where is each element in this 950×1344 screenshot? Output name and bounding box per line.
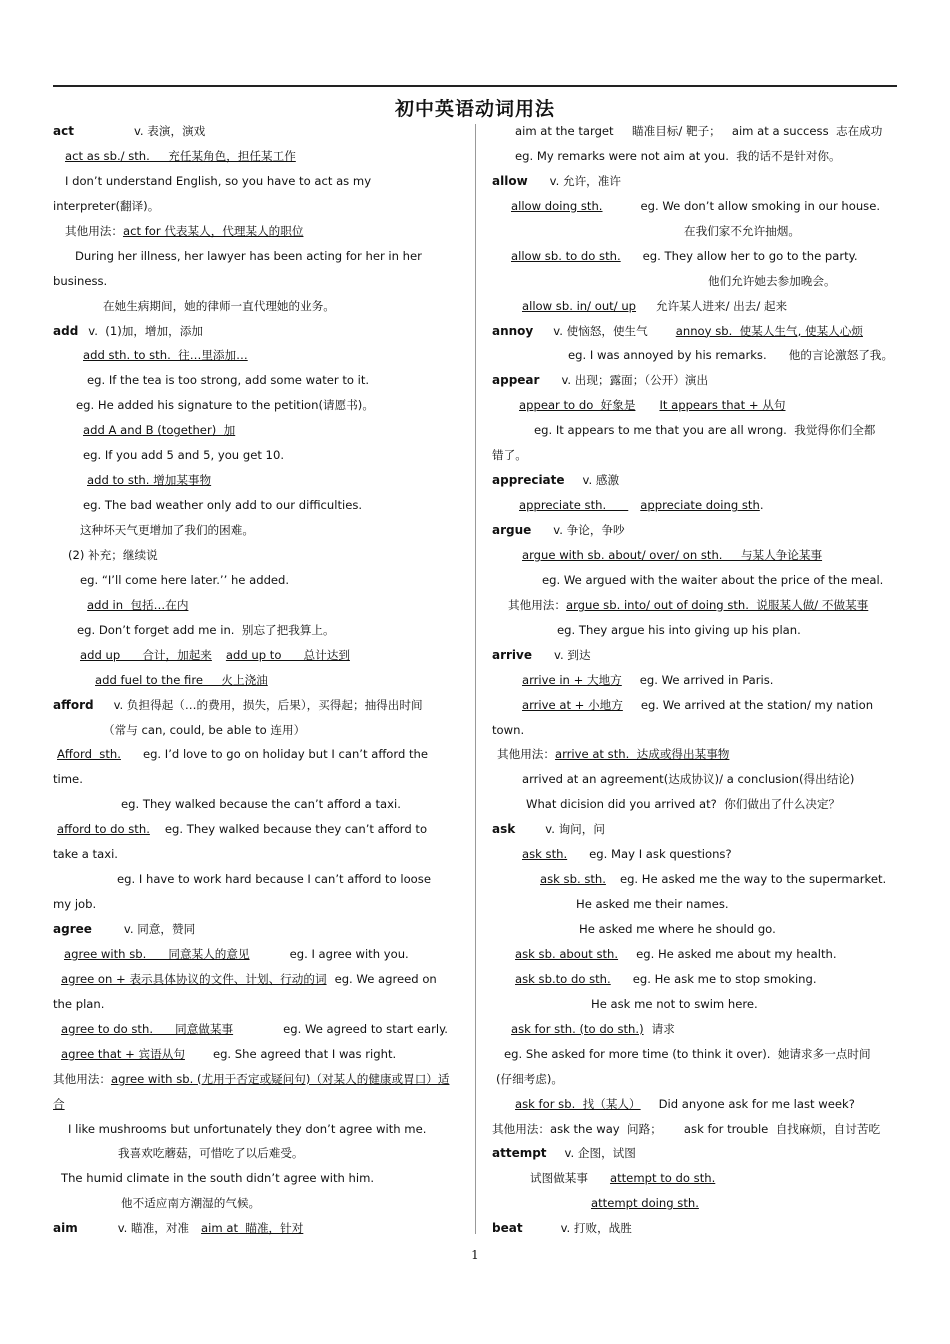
usage-pattern: appear to do 好象是 bbox=[519, 398, 636, 413]
text-run: eg. He asked me about my health. bbox=[636, 946, 837, 961]
usage-pattern: It appears that + 从句 bbox=[659, 398, 786, 413]
usage-pattern: add fuel to the fire 火上浇油 bbox=[95, 672, 268, 687]
usage-pattern: arrive at sth. 达成或得出某事物 bbox=[554, 747, 730, 762]
text-run: eg. The bad weather only add to our difficulties. bbox=[83, 498, 363, 513]
text-run: 其他用法： bbox=[497, 747, 555, 762]
text-run: eg. It appears to me that you are all wrong. 我觉得你们全都 bbox=[534, 423, 876, 438]
text-run: eg. We arrived in Paris. bbox=[639, 672, 774, 687]
column-divider bbox=[475, 124, 476, 1234]
right-line bbox=[492, 368, 904, 393]
text-run: eg. They walked because they can’t afford to bbox=[164, 822, 428, 837]
right-line bbox=[492, 693, 904, 718]
text-run: Did anyone ask for me last week? bbox=[658, 1096, 855, 1111]
text-run: v. 出现；露面；（公开）演出 bbox=[561, 373, 709, 388]
headword: appear bbox=[492, 373, 540, 388]
usage-pattern: aim at 瞄准，针对 bbox=[201, 1221, 304, 1236]
usage-pattern: appreciate doing sth bbox=[640, 498, 760, 513]
left-line bbox=[53, 194, 465, 219]
right-line bbox=[492, 1166, 904, 1191]
text-run: eg. He added his signature to the petition(请愿书)。 bbox=[76, 398, 374, 413]
text-run: v. 到达 bbox=[554, 647, 591, 662]
text-run: 允许某人进来/ 出去/ 起来 bbox=[656, 298, 788, 313]
text-run: He ask me not to swim here. bbox=[591, 996, 758, 1011]
usage-pattern: act for 代表某人，代理某人的职位 bbox=[122, 223, 304, 238]
right-line bbox=[492, 1017, 904, 1042]
left-line bbox=[53, 792, 465, 817]
text-run: 我喜欢吃蘑菇，可惜吃了以后难受。 bbox=[118, 1146, 304, 1161]
headword: argue bbox=[492, 523, 532, 537]
text-run: eg. He asked me the way to the supermarket. bbox=[619, 872, 887, 887]
text-run: v. 表演，演戏 bbox=[133, 124, 206, 138]
right-line bbox=[492, 643, 904, 668]
left-line bbox=[53, 493, 465, 518]
left-line bbox=[53, 443, 465, 468]
text-run: 其他用法：ask the way 问路； ask for trouble 自找麻烦，自讨苦吃 bbox=[492, 1121, 881, 1136]
usage-pattern: Afford sth. bbox=[57, 747, 121, 762]
right-line bbox=[492, 418, 904, 443]
right-line bbox=[492, 792, 904, 817]
text-run: v. 同意，赞同 bbox=[123, 922, 196, 936]
right-line bbox=[492, 319, 904, 344]
left-line bbox=[53, 992, 465, 1017]
text-run: interpreter(翻译)。 bbox=[53, 198, 160, 213]
right-line bbox=[492, 169, 904, 194]
text-run: arrived at an agreement(达成协议)/ a conclusion(得出结论) bbox=[522, 772, 855, 787]
right-line bbox=[492, 1191, 904, 1216]
right-line bbox=[492, 269, 904, 294]
usage-pattern: agree with sb. 同意某人的意见 bbox=[64, 946, 250, 961]
left-line bbox=[53, 393, 465, 418]
text-run: eg. She agreed that I was right. bbox=[212, 1046, 397, 1061]
text-run: eg. I’d love to go on holiday but I can’t afford the bbox=[142, 747, 429, 762]
text-run: eg. I was annoyed by his remarks. 他的言论激怒了我。 bbox=[568, 348, 894, 363]
text-run: v. 使恼怒，使生气 bbox=[553, 323, 648, 338]
right-line bbox=[492, 1042, 904, 1067]
right-line bbox=[492, 618, 904, 643]
text-run: He asked me where he should go. bbox=[579, 922, 776, 936]
usage-pattern: ask sb. about sth. bbox=[515, 946, 619, 961]
text-run: eg. If the tea is too strong, add some water to it. bbox=[87, 373, 370, 388]
left-line bbox=[53, 1117, 465, 1142]
right-line bbox=[492, 867, 904, 892]
right-line bbox=[492, 1067, 904, 1092]
left-line bbox=[53, 1216, 465, 1241]
right-line bbox=[492, 1092, 904, 1117]
usage-pattern: arrive at + 小地方 bbox=[522, 697, 623, 712]
text-run: （常与 can, could, be able to 连用） bbox=[103, 722, 306, 737]
left-line bbox=[53, 244, 465, 269]
text-run: v. 允许，准许 bbox=[549, 173, 621, 188]
text-run: 请求 bbox=[651, 1021, 675, 1036]
right-line bbox=[492, 119, 904, 144]
usage-pattern: annoy sb. 使某人生气, 使某人心烦 bbox=[675, 323, 863, 338]
text-run: 试图做某事 bbox=[530, 1171, 588, 1186]
headword: annoy bbox=[492, 323, 534, 338]
headword: arrive bbox=[492, 647, 533, 662]
left-line bbox=[53, 867, 465, 892]
text-run: eg. “I’ll come here later.’’ he added. bbox=[80, 572, 290, 587]
text-run: During her illness, her lawyer has been acting for her in her bbox=[75, 248, 422, 263]
usage-pattern: appreciate sth. bbox=[519, 498, 629, 513]
left-line bbox=[53, 593, 465, 618]
right-line bbox=[492, 817, 904, 842]
text-run: eg. May I ask questions? bbox=[589, 847, 732, 862]
text-run: eg. We arrived at the station/ my nation bbox=[640, 697, 874, 712]
text-run: eg. He ask me to stop smoking. bbox=[632, 971, 817, 986]
left-line bbox=[53, 119, 465, 144]
left-line bbox=[53, 169, 465, 194]
text-run: eg. If you add 5 and 5, you get 10. bbox=[83, 448, 284, 463]
usage-pattern: ask for sb. 找（某人） bbox=[515, 1096, 641, 1111]
left-line bbox=[53, 418, 465, 443]
headword: beat bbox=[492, 1221, 523, 1236]
right-line bbox=[492, 718, 904, 743]
usage-pattern: attempt to do sth. bbox=[609, 1171, 716, 1186]
right-line bbox=[492, 892, 904, 917]
left-column bbox=[53, 119, 465, 1241]
left-line bbox=[53, 693, 465, 718]
headword: agree bbox=[53, 922, 92, 936]
left-line bbox=[53, 618, 465, 643]
left-line bbox=[53, 767, 465, 792]
usage-pattern: act as sb./ sth. 充任某角色，担任某工作 bbox=[65, 148, 296, 163]
text-run: v. 争论，争吵 bbox=[553, 523, 625, 537]
right-line bbox=[492, 942, 904, 967]
usage-pattern: ask sb. sth. bbox=[540, 872, 606, 887]
text-run: v. 打败，战胜 bbox=[560, 1221, 632, 1236]
right-line bbox=[492, 842, 904, 867]
right-line bbox=[492, 742, 904, 767]
usage-pattern: ask sb.to do sth. bbox=[515, 971, 611, 986]
right-line bbox=[492, 294, 904, 319]
left-line bbox=[53, 1042, 465, 1067]
usage-pattern: agree that + 宾语从句 bbox=[61, 1046, 185, 1061]
text-run: What dicision did you arrived at? 你们做出了什么决定？ bbox=[526, 797, 841, 812]
right-line bbox=[492, 568, 904, 593]
usage-pattern: agree on + 表示具体协议的文件、计划、行动的词 bbox=[61, 971, 327, 986]
left-line bbox=[53, 668, 465, 693]
headword: afford bbox=[53, 697, 94, 712]
text-run: eg. We don’t allow smoking in our house. bbox=[640, 198, 881, 213]
text-run: The humid climate in the south didn’t agree with him. bbox=[61, 1171, 375, 1186]
left-line bbox=[53, 742, 465, 767]
text-run: I don’t understand English, so you have to act as my bbox=[65, 173, 372, 188]
usage-pattern: allow sb. in/ out/ up bbox=[522, 298, 637, 313]
left-line bbox=[53, 468, 465, 493]
left-line bbox=[53, 144, 465, 169]
text-run: v. 瞄准，对准 bbox=[117, 1221, 190, 1236]
text-run: 他不适应南方潮湿的气候。 bbox=[121, 1196, 261, 1211]
usage-pattern: afford to do sth. bbox=[57, 822, 150, 837]
right-line bbox=[492, 393, 904, 418]
left-line bbox=[53, 1141, 465, 1166]
right-line bbox=[492, 992, 904, 1017]
text-run: (仔细考虑)。 bbox=[496, 1071, 564, 1086]
text-run: 在她生病期间，她的律师一直代理她的业务。 bbox=[103, 298, 335, 313]
text-run: 他们允许她去参加晚会。 bbox=[708, 273, 836, 288]
text-run: town. bbox=[492, 722, 525, 737]
text-run: time. bbox=[53, 772, 83, 787]
usage-pattern: attempt doing sth. bbox=[591, 1196, 699, 1211]
left-line bbox=[53, 568, 465, 593]
text-run: v. 企图，试图 bbox=[564, 1146, 636, 1161]
left-line bbox=[53, 967, 465, 992]
right-line bbox=[492, 668, 904, 693]
left-line bbox=[53, 1092, 465, 1117]
left-line bbox=[53, 294, 465, 319]
text-run: 其他用法： bbox=[53, 1071, 111, 1086]
usage-pattern: allow sb. to do sth. bbox=[511, 248, 621, 263]
left-line bbox=[53, 1191, 465, 1216]
text-run: eg. Don’t forget add me in. 别忘了把我算上。 bbox=[77, 622, 335, 637]
left-line bbox=[53, 368, 465, 393]
headword: appreciate bbox=[492, 473, 565, 488]
right-column bbox=[492, 119, 904, 1241]
text-run: v. 询问，问 bbox=[545, 822, 605, 837]
usage-pattern: ask sth. bbox=[522, 847, 568, 862]
usage-pattern: allow doing sth. bbox=[511, 198, 603, 213]
text-run: I like mushrooms but unfortunately they don’t agree with me. bbox=[68, 1121, 427, 1136]
headword: ask bbox=[492, 822, 516, 837]
left-line bbox=[53, 643, 465, 668]
text-run: eg. I have to work hard because I can’t afford to loose bbox=[117, 872, 431, 887]
text-run: eg. They argue his into giving up his plan. bbox=[557, 622, 801, 637]
headword: add bbox=[53, 323, 79, 338]
text-run: take a taxi. bbox=[53, 847, 118, 862]
text-run: eg. My remarks were not aim at you. 我的话不是针对你。 bbox=[515, 148, 841, 163]
text-run: eg. We agreed on bbox=[334, 971, 437, 986]
text-run: eg. I agree with you. bbox=[289, 946, 409, 961]
left-line bbox=[53, 269, 465, 294]
text-run: v. (1)加，增加，添加 bbox=[88, 323, 203, 338]
right-line bbox=[492, 194, 904, 219]
text-run: (2) 补充；继续说 bbox=[68, 547, 158, 562]
page-title: 初中英语动词用法 bbox=[394, 98, 555, 120]
left-line bbox=[53, 718, 465, 743]
right-line bbox=[492, 443, 904, 468]
text-run: 错了。 bbox=[492, 448, 527, 463]
text-run: 在我们家不允许抽烟。 bbox=[684, 223, 800, 238]
text-run: v. 感激 bbox=[582, 473, 620, 488]
text-run: v. 负担得起（…的费用，损失，后果），买得起；抽得出时间 bbox=[113, 697, 423, 712]
headword: allow bbox=[492, 173, 528, 188]
text-run: 其他用法： bbox=[508, 597, 566, 612]
headword: act bbox=[53, 124, 74, 138]
left-line bbox=[53, 942, 465, 967]
text-run: 其他用法： bbox=[65, 223, 123, 238]
left-line bbox=[53, 892, 465, 917]
text-run: the plan. bbox=[53, 996, 105, 1011]
right-line bbox=[492, 468, 904, 493]
text-run: eg. They allow her to go to the party. bbox=[642, 248, 858, 263]
right-line bbox=[492, 343, 904, 368]
usage-pattern: argue with sb. about/ over/ on sth. 与某人争论某事 bbox=[522, 547, 823, 562]
usage-pattern: add up 合计，加起来 bbox=[80, 647, 212, 662]
right-line bbox=[492, 917, 904, 942]
text-run: aim at the target 瞄准目标/ 靶子； aim at a success 志在成功 bbox=[515, 124, 883, 138]
left-line bbox=[53, 1017, 465, 1042]
usage-pattern: 合 bbox=[53, 1096, 65, 1111]
left-line bbox=[53, 518, 465, 543]
right-line bbox=[492, 967, 904, 992]
text-run: eg. They walked because the can’t afford a taxi. bbox=[121, 797, 401, 812]
usage-pattern: argue sb. into/ out of doing sth. 说服某人做/ 不做某事 bbox=[565, 597, 869, 612]
right-line bbox=[492, 518, 904, 543]
right-line bbox=[492, 493, 904, 518]
right-line bbox=[492, 593, 904, 618]
usage-pattern: add A and B (together) 加 bbox=[83, 423, 236, 438]
left-line bbox=[53, 219, 465, 244]
left-line bbox=[53, 1166, 465, 1191]
text-run: eg. We argued with the waiter about the price of the meal. bbox=[542, 572, 884, 587]
usage-pattern: agree to do sth. 同意做某事 bbox=[61, 1021, 234, 1036]
left-line bbox=[53, 343, 465, 368]
page-number: 1 bbox=[471, 1248, 479, 1262]
text-run: . bbox=[759, 498, 764, 513]
usage-pattern: add in 包括…在内 bbox=[87, 597, 189, 612]
right-line bbox=[492, 1216, 904, 1241]
left-line bbox=[53, 917, 465, 942]
right-line bbox=[492, 1141, 904, 1166]
usage-pattern: ask for sth. (to do sth.) bbox=[511, 1021, 644, 1036]
top-rule bbox=[53, 85, 897, 87]
usage-pattern: add to sth. 增加某事物 bbox=[87, 473, 212, 488]
usage-pattern: add sth. to sth. 往…里添加… bbox=[83, 348, 248, 363]
text-run: 这种坏天气更增加了我们的困难。 bbox=[80, 523, 254, 537]
right-line bbox=[492, 767, 904, 792]
text-run: He asked me their names. bbox=[576, 897, 729, 912]
text-run: eg. She asked for more time (to think it over). 她请求多一点时间 bbox=[504, 1046, 871, 1061]
right-line bbox=[492, 244, 904, 269]
left-line bbox=[53, 1067, 465, 1092]
left-line bbox=[53, 319, 465, 344]
right-line bbox=[492, 1117, 904, 1142]
headword: aim bbox=[53, 1221, 78, 1236]
text-run: my job. bbox=[53, 897, 97, 912]
right-line bbox=[492, 219, 904, 244]
text-run: eg. We agreed to start early. bbox=[283, 1021, 448, 1036]
right-line bbox=[492, 144, 904, 169]
usage-pattern: agree with sb. (尤用于否定或疑问句)（对某人的健康或胃口）适 bbox=[110, 1071, 450, 1086]
headword: attempt bbox=[492, 1146, 547, 1161]
text-run: business. bbox=[53, 273, 108, 288]
left-line bbox=[53, 817, 465, 842]
right-line bbox=[492, 543, 904, 568]
left-line bbox=[53, 543, 465, 568]
usage-pattern: arrive in + 大地方 bbox=[522, 672, 622, 687]
usage-pattern: add up to 总计达到 bbox=[225, 647, 350, 662]
left-line bbox=[53, 842, 465, 867]
